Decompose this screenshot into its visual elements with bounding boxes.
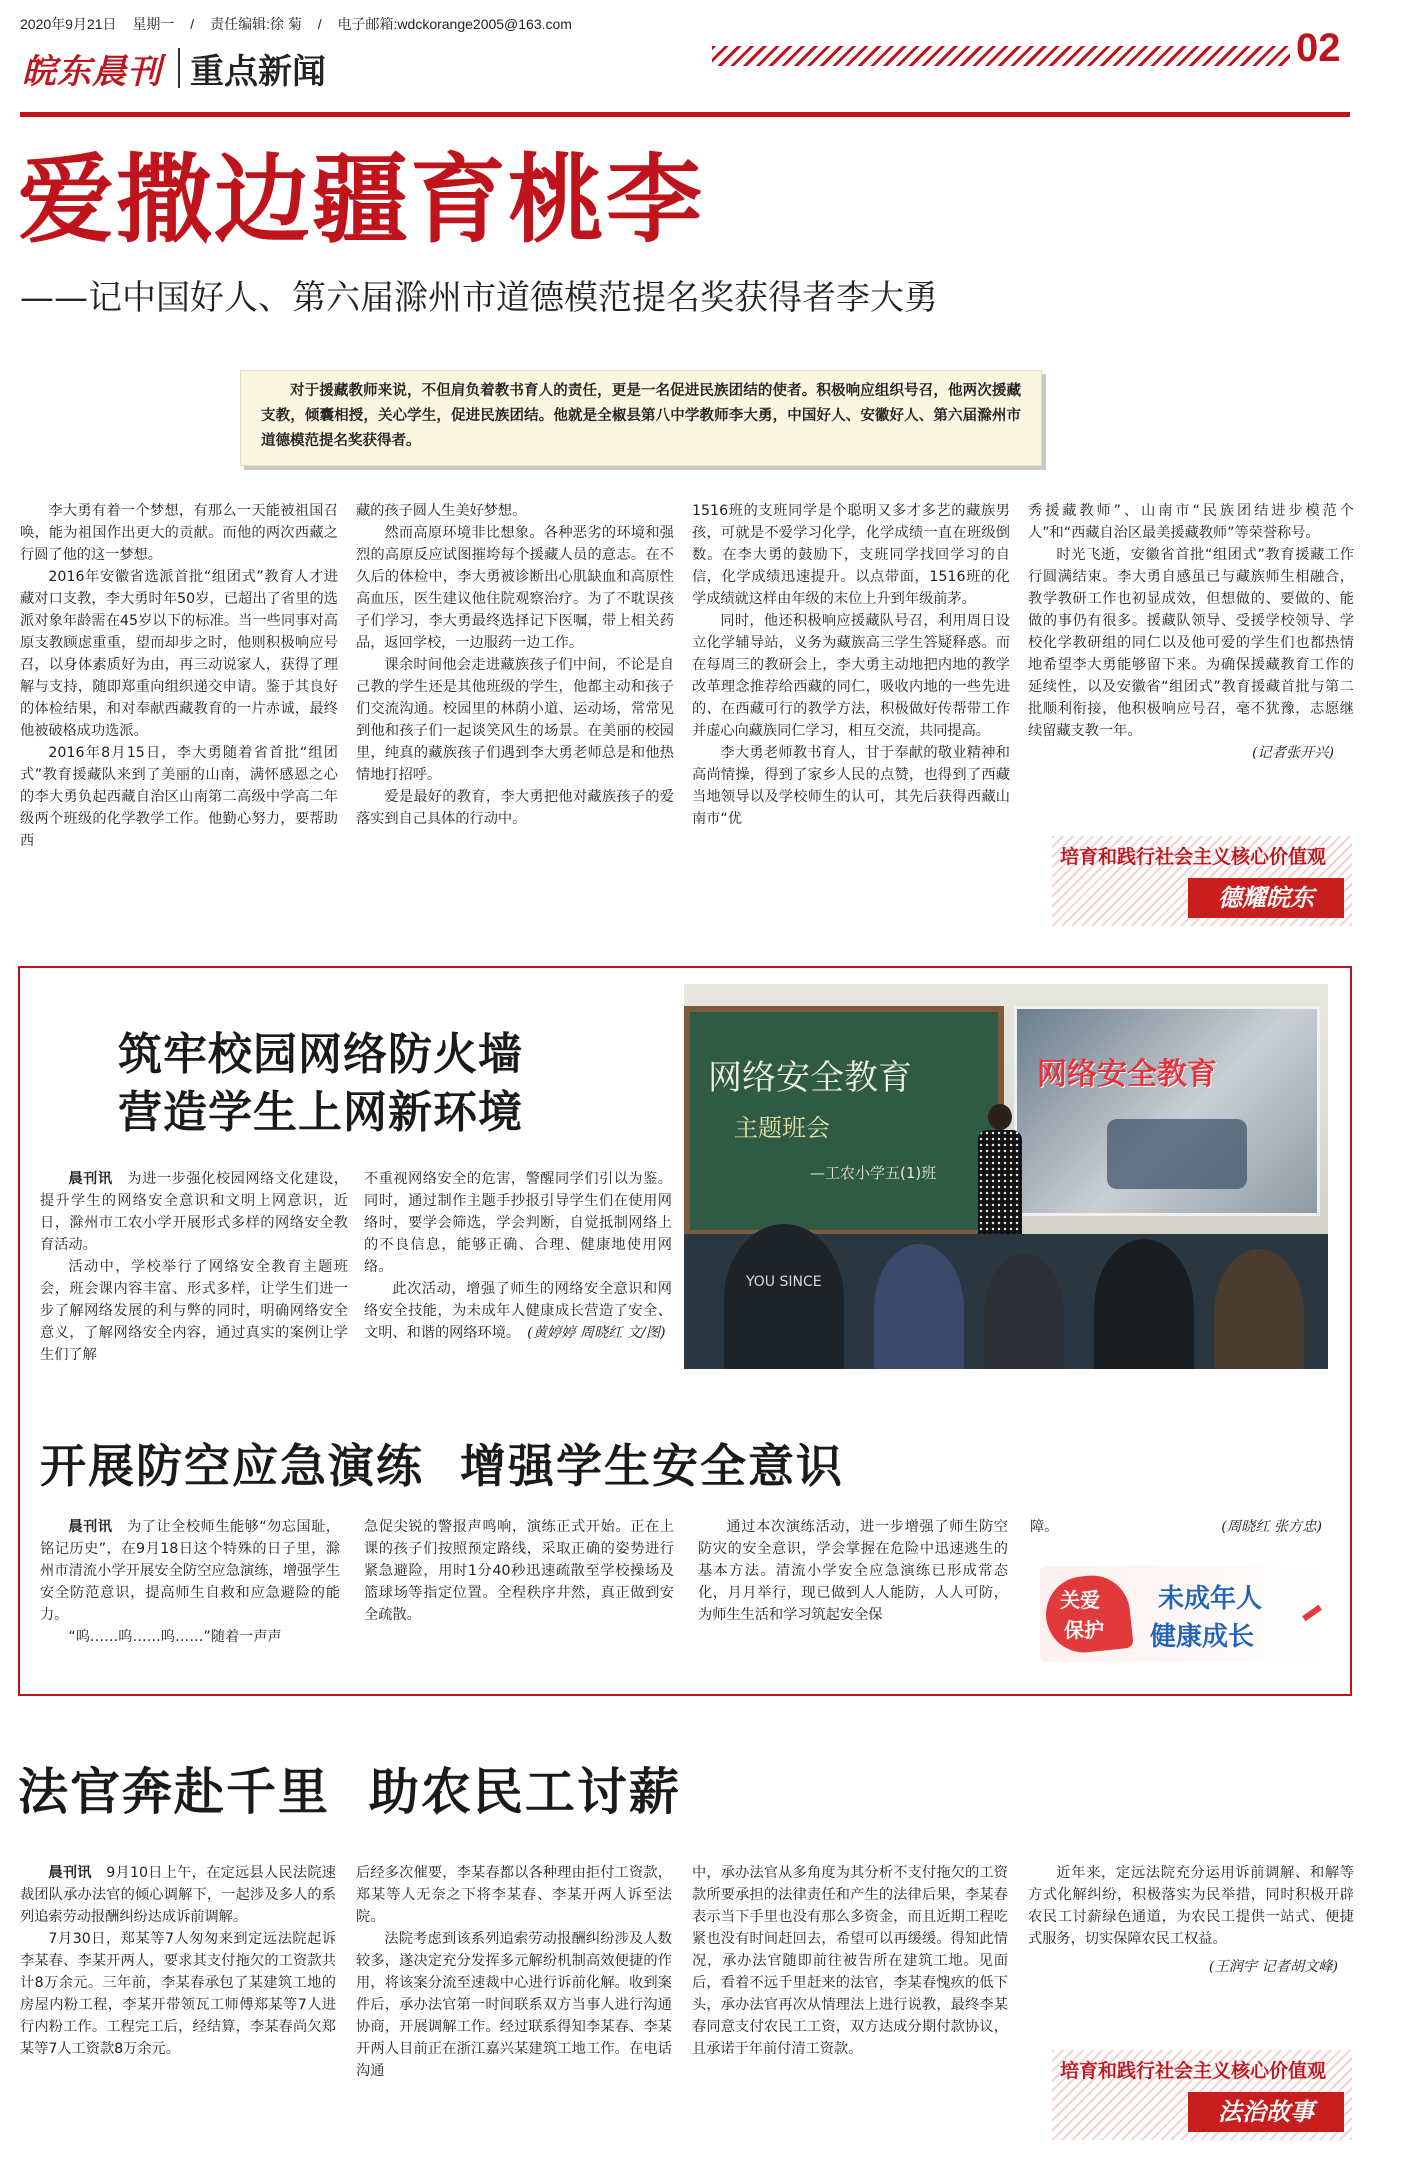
photo-students (684, 1234, 1328, 1369)
story2-col1 (40, 1168, 348, 1366)
masthead-editor: 责任编辑:徐 菊 (210, 16, 302, 32)
story2-col1-p2: 活动中，学校举行了网络安全教育主题班会，班会课内容丰富、形式多样，让学生们进一步了解网络发展的利与弊的同时，明确网络安全意义，了解网络安全内容，通过真实的案例让学生们了解 (40, 1259, 348, 1363)
story4-col4 (1028, 1862, 1354, 1978)
masthead-info-line: 2020年9月21日 星期一 / 责任编辑:徐 菊 / 电子邮箱:wdckorange2005@163.com (20, 16, 572, 32)
story3-badge-left2: 保护 (1064, 1618, 1104, 1642)
blackboard-text-line1: 网络安全教育 (708, 1058, 912, 1098)
screen-graphic (1107, 1119, 1247, 1189)
story2-col1-p1-text: 为进一步强化校园网络文化建设，提升学生的网络安全意识和文明上网意识，近日，滁州市工农小学开展形式多样的网络安全教育活动。 (40, 1171, 348, 1253)
story3-badge-left1: 关爱 (1060, 1588, 1100, 1612)
story1-badge-top: 培育和践行社会主义核心价值观 (1060, 846, 1327, 868)
story2-col1-p1 (40, 1168, 348, 1256)
story3-col3-p1: 通过本次演练活动，进一步增强了师生防空防灾的安全意识，学会掌握在危险中迅速逃生的基本方法。清流小学安全应急演练已形成常态化，月月举行，现已做到人人能防，人人可防，为师生生活和学习筑起安全保 (698, 1519, 1008, 1623)
story2-byline: (黄婷婷 周晓红 文/图) (527, 1325, 666, 1341)
photo-projector-screen (1014, 1006, 1320, 1216)
masthead-weekday: 星期一 (132, 16, 175, 32)
story4-col1-p1-text: 9月10日上午，在定远县人民法院速裁团队承办法官的倾心调解下，一起涉及多人的系列追索劳动报酬纠纷达成诉前调解。 (20, 1865, 336, 1925)
story3-col2-p1: 急促尖锐的警报声鸣响，演练正式开始。正在上课的孩子们按照预定路线，采取正确的姿势进行紧急避险，用时1分40秒迅速疏散至学校操场及篮球场等指定位置。全程秩序井然，真正做到安全疏散。 (364, 1519, 674, 1623)
story1-summary-box (240, 370, 1042, 466)
masthead-divider (178, 48, 180, 88)
story4-col3-p1: 中，承办法官从多角度为其分析不支付拖欠的工资款所要承担的法律责任和产生的法律后果，李某春表示当下手里也没有那么多资金，而且近期工程吃紧也没有时间赶回去，希望可以再缓缓。得知此情况，承办法官随即前往被告所在建筑工地。见面后，看着不远千里赶来的法官，李某春愧疚的低下头，承办法官再次从情理法上进行说教，最终李某春同意支付农民工工资，双方达成分期付款协议，且承诺于年前付清工资款。 (692, 1865, 1008, 2057)
story2-col2-p1: 不重视网络安全的危害，警醒同学们引以为鉴。同时，通过制作主题手抄报引导学生们在使用网络时，要学会筛选，学会判断，自觉抵制网络上的不良信息，能够正确、合理、健康地使用网络。 (364, 1171, 672, 1275)
story4-col3 (692, 1862, 1008, 2060)
story1-col3-p2: 同时，他还积极响应援藏队号召，利用周日设立化学辅导站，义务为藏族高三学生答疑释惑。而在每周三的教研会上，李大勇主动地把内地的教学改革理念推荐给西藏的同仁，吸收内地的一些先进的、在西藏可行的教学方法，积极做好传帮带工作并虚心向藏族同仁学习，相互交流，共同提高。 (692, 613, 1010, 739)
story2-col2-p2 (364, 1278, 672, 1344)
story4-col1 (20, 1862, 336, 2060)
story1-col1-p3: 2016年8月15日，李大勇随着省首批“组团式”教育援藏队来到了美丽的山南，满怀感恩之心的李大勇负起西藏自治区山南第二高级中学高二年级两个班级的化学教学工作。他勤心努力，要帮助西 (20, 745, 338, 849)
story4-col4-p1: 近年来，定远法院充分运用诉前调解、和解等方式化解纠纷，积极落实为民举措，同时积极开辟农民工讨薪绿色通道，为农民工提供一站式、便捷式服务，切实保障农民工权益。 (1028, 1865, 1354, 1947)
masthead (0, 0, 1404, 130)
story2-lead: 晨刊讯 (68, 1171, 113, 1187)
paper-logo: 皖东晨刊 (22, 52, 162, 92)
story4-col1-p2: 7月30日，郑某等7人匆匆来到定远法院起诉李某春、李某开两人，要求其支付拖欠的工资款共计8万余元。三年前，李某春承包了某建筑工地的房屋内粉工程，李某开带领瓦工师傅郑某等7人进行内粉工作。工程完工后，经结算，李某春尚欠郑某等7人工资款8万余元。 (20, 1931, 336, 2057)
masthead-stripe-band (712, 46, 1290, 66)
story4-lead: 晨刊讯 (48, 1865, 92, 1881)
story1-col2-p3: 课余时间他会走进藏族孩子们中间，不论是自己教的学生还是其他班级的学生，他都主动和孩子们交流沟通。校园里的林荫小道、运动场，常常见到他和孩子们一起谈笑风生的场景。在美丽的校园里，纯真的藏族孩子们遇到李大勇老师总是和他热情地打招呼。 (356, 657, 674, 783)
story4-badge-top: 培育和践行社会主义核心价值观 (1060, 2060, 1327, 2082)
badge-pencil-icon (1302, 1605, 1322, 1621)
story4-col2 (356, 1862, 672, 2082)
story1-summary: 对于援藏教师来说，不但肩负着教书育人的责任，更是一名促进民族团结的使者。积极响应组织号召，他两次援藏支教，倾囊相授，关心学生，促进民族团结。他就是全椒县第八中学教师李大勇，中国好人、安徽好人、第六届滁州市道德模范提名奖获得者。 (261, 383, 1021, 449)
story1-col3 (692, 500, 1010, 830)
story1-col4-p2: 时光飞逝，安徽省首批“组团式”教育援藏工作行圆满结束。李大勇自感虽已与藏族师生相融合，教学教研工作也初显成效，但想做的、要做的、能做的事仍有很多。援藏队领导、受援学校领导、学校化学教研组的同仁以及他可爱的学生们也都热情地希望李大勇能够留下来。为确保援藏教育工作的延续性，以及安徽省“组团式”教育援藏首批与第二批顺利衔接，他积极响应号召，毫不犹豫，志愿继续留藏支教一年。 (1028, 547, 1354, 739)
story3-lead: 晨刊讯 (68, 1519, 113, 1535)
story2-col2 (364, 1168, 672, 1344)
story3-byline: (周晓红 张方忠) (1221, 1519, 1322, 1535)
story1-col3-p1: 1516班的支班同学是个聪明又多才多艺的藏族男孩，可就是不爱学习化学，化学成绩一直在班级倒数。在李大勇的鼓励下，支班同学找回学习的自信，化学成绩迅速提升。以点带面，1516班的化学成绩就这样由年级的末位上升到年级前茅。 (692, 503, 1010, 607)
masthead-email: 电子邮箱:wdckorange2005@163.com (337, 16, 572, 32)
story1-col2-p2: 然而高原环境非比想象。各种恶劣的环境和强烈的高原反应试图摧垮每个援藏人员的意志。在不久后的体检中，李大勇被诊断出心肌缺血和高原性高血压，医生建议他住院观察治疗。为了不耽误孩子们学习，李大勇最终选择记下医嘱，带上相关药品，返回学校，一边服药一边工作。 (356, 525, 674, 651)
story2-col2-p2-text: 此次活动，增强了师生的网络安全意识和网络安全技能，为未成年人健康成长营造了安全、文明、和谐的网络环境。 (364, 1281, 672, 1341)
story4-col1-p1 (20, 1862, 336, 1928)
story3-badge-right1: 未成年人 (1158, 1584, 1263, 1614)
story3-col1 (40, 1516, 340, 1648)
story2-photo (684, 984, 1328, 1369)
story1-col1 (20, 500, 338, 852)
story4-badge (1052, 2050, 1352, 2140)
story1-badge (1052, 836, 1352, 926)
blackboard-text-line3: —工农小学五(1)班 (810, 1164, 937, 1182)
story1-byline: (记者张开兴) (1251, 745, 1334, 761)
masthead-date: 2020年9月21日 (20, 16, 117, 32)
story4-badge-bottom: 法治故事 (1188, 2092, 1344, 2132)
story3-col3 (698, 1516, 1008, 1626)
story1-subtitle: ——记中国好人、第六届滁州市道德模范提名奖获得者李大勇 (20, 278, 938, 318)
story1-title: 爱撒边疆育桃李 (18, 144, 704, 256)
story1-col3-p3: 李大勇老师教书育人，甘于奉献的敬业精神和高尚情操，得到了家乡人民的点赞，也得到了西藏当地领导以及学校师生的认可，其先后获得西藏山南市“优 (692, 745, 1010, 827)
story2-title-line1: 筑牢校园网络防火墙 (118, 1029, 523, 1080)
story4-col2-p2: 法院考虑到该系列追索劳动报酬纠纷涉及人数较多，遂决定充分发挥多元解纷机制高效便捷的作用，将该案分流至速裁中心进行诉前化解。收到案件后，承办法官第一时间联系双方当事人进行沟通协商，开展调解工作。经过联系得知李某春、李某开两人目前正在浙江嘉兴某建筑工地工作。在电话沟通 (356, 1931, 672, 2079)
story1-col1-p1: 李大勇有着一个梦想，有那么一天能被祖国召唤，能为祖国作出更大的贡献。而他的两次西藏之行圆了他的这一梦想。 (20, 503, 338, 563)
story3-col2 (364, 1516, 674, 1626)
story1-col2 (356, 500, 674, 830)
story3-col4-p1: 障。 (1030, 1519, 1059, 1535)
story1-badge-bottom: 德耀皖东 (1188, 878, 1344, 918)
photo-blackboard (684, 1006, 1004, 1236)
section-title: 重点新闻 (190, 52, 326, 92)
story3-badge-right2: 健康成长 (1150, 1622, 1255, 1652)
story3-col1-p1-text: 为了让全校师生能够“勿忘国耻，铭记历史”，在9月18日这个特殊的日子里，滁州市清流小学开展安全防空应急演练，增强学生安全防范意识，提高师生自救和应急避险的能力。 (40, 1519, 340, 1623)
story3-col1-p1 (40, 1516, 340, 1626)
story4-col2-p1: 后经多次催要，李某春都以各种理由拒付工资款，郑某等人无奈之下将李某春、李某开两人诉至法院。 (356, 1865, 672, 1925)
story1-col1-p2: 2016年安徽省选派首批“组团式”教育人才进藏对口支教，李大勇时年50岁，已超出了省里的选派对象年龄需在45岁以下的标准。当一些同事对高原支教顾虑重重，望而却步之时，他则积极响应号召，以身体素质好为由，再三动说家人，获得了理解与支持，随即郑重向组织递交申请。鉴于其良好的体检结果，和对奉献西藏教育的一片赤诚，最终他被破格成功选派。 (20, 569, 338, 739)
story3-col1-p2: “呜……呜……呜……”随着一声声 (68, 1629, 282, 1645)
blackboard-text-line2: 主题班会 (734, 1114, 830, 1142)
story4-byline: (王润宇 记者胡文峰) (1208, 1959, 1338, 1975)
story1-col4-p1: 秀援藏教师”、山南市“民族团结进步模范个人”和“西藏自治区最美援藏教师”等荣誉称号。 (1028, 503, 1354, 541)
masthead-rule (20, 112, 1350, 117)
page-number: 02 (1296, 26, 1341, 70)
story3-badge (1040, 1566, 1330, 1662)
story1-col4 (1028, 500, 1354, 764)
story4-title: 法官奔赴千里 助农民工讨薪 (18, 1763, 681, 1821)
story2-title-line2: 营造学生上网新环境 (118, 1087, 523, 1138)
shirt-text: YOU SINCE (746, 1274, 822, 1290)
story3-title: 开展防空应急演练 增强学生安全意识 (40, 1439, 845, 1493)
story3-col4 (1030, 1516, 1330, 1538)
story1-col2-p1: 藏的孩子圆人生美好梦想。 (356, 503, 527, 519)
story1-col2-p4: 爱是最好的教育，李大勇把他对藏族孩子的爱落实到自己具体的行动中。 (356, 789, 674, 827)
screen-title: 网络安全教育 (1037, 1057, 1217, 1092)
